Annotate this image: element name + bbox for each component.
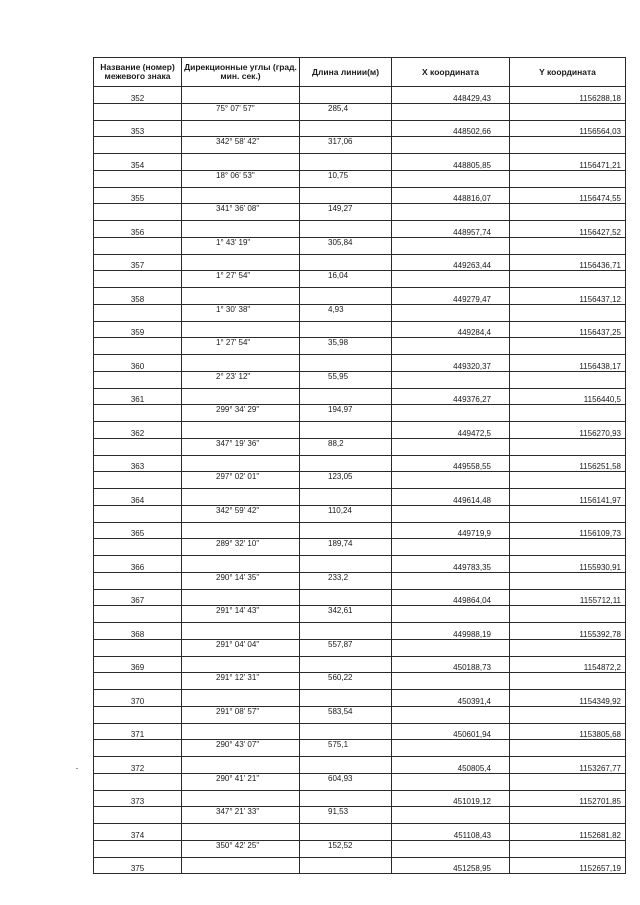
segment-row xyxy=(94,338,626,355)
point-row xyxy=(94,355,626,372)
line-length-cell: 575,1 xyxy=(300,740,392,757)
marker-name-cell: 352 xyxy=(94,87,182,104)
segment-row xyxy=(94,606,626,623)
x-coordinate-cell xyxy=(392,338,510,355)
marker-name-cell: 372 xyxy=(94,757,182,774)
marker-name-cell xyxy=(94,405,182,422)
direction-angle-cell: 1° 30' 38" xyxy=(182,304,300,321)
x-coordinate-cell xyxy=(392,271,510,288)
marker-name-cell: 367 xyxy=(94,589,182,606)
point-row xyxy=(94,522,626,539)
line-length-cell: 557,87 xyxy=(300,639,392,656)
direction-angle-cell xyxy=(182,522,300,539)
line-length-cell xyxy=(300,154,392,171)
y-coordinate-cell xyxy=(510,405,626,422)
marker-name-cell: 365 xyxy=(94,522,182,539)
line-length-cell xyxy=(300,623,392,640)
line-length-cell: 4,93 xyxy=(300,304,392,321)
marker-name-cell xyxy=(94,472,182,489)
point-row xyxy=(94,254,626,271)
y-coordinate-cell: 1156251,58 xyxy=(510,455,626,472)
marker-name-cell xyxy=(94,371,182,388)
marker-name-cell: 370 xyxy=(94,690,182,707)
y-coordinate-cell xyxy=(510,773,626,790)
x-coordinate-cell xyxy=(392,840,510,857)
line-length-cell: 189,74 xyxy=(300,539,392,556)
y-coordinate-cell xyxy=(510,472,626,489)
direction-angle-cell xyxy=(182,254,300,271)
direction-angle-cell xyxy=(182,455,300,472)
line-length-cell xyxy=(300,422,392,439)
x-coordinate-cell: 451108,43 xyxy=(392,824,510,841)
direction-angle-cell xyxy=(182,120,300,137)
header-marker-name: Название (номер) межевого знака xyxy=(94,58,182,87)
point-row xyxy=(94,321,626,338)
line-length-cell: 194,97 xyxy=(300,405,392,422)
direction-angle-cell xyxy=(182,221,300,238)
y-coordinate-cell: 1156288,18 xyxy=(510,87,626,104)
direction-angle-cell: 342° 59' 42" xyxy=(182,505,300,522)
y-coordinate-cell xyxy=(510,706,626,723)
x-coordinate-cell: 448957,74 xyxy=(392,221,510,238)
segment-row xyxy=(94,137,626,154)
line-length-cell: 152,52 xyxy=(300,840,392,857)
marker-name-cell: 361 xyxy=(94,388,182,405)
direction-angle-cell: 290° 41' 21" xyxy=(182,773,300,790)
y-coordinate-cell xyxy=(510,438,626,455)
y-coordinate-cell: 1154349,92 xyxy=(510,690,626,707)
direction-angle-cell: 291° 14' 43" xyxy=(182,606,300,623)
line-length-cell: 604,93 xyxy=(300,773,392,790)
y-coordinate-cell: 1156436,71 xyxy=(510,254,626,271)
direction-angle-cell: 350° 42' 25" xyxy=(182,840,300,857)
x-coordinate-cell: 449320,37 xyxy=(392,355,510,372)
x-coordinate-cell: 450188,73 xyxy=(392,656,510,673)
segment-row xyxy=(94,304,626,321)
x-coordinate-cell xyxy=(392,807,510,824)
y-coordinate-cell xyxy=(510,673,626,690)
point-row xyxy=(94,857,626,874)
direction-angle-cell xyxy=(182,321,300,338)
x-coordinate-cell xyxy=(392,204,510,221)
marker-name-cell: 364 xyxy=(94,489,182,506)
marker-name-cell xyxy=(94,840,182,857)
segment-row xyxy=(94,271,626,288)
segment-row xyxy=(94,103,626,120)
x-coordinate-cell: 450805,4 xyxy=(392,757,510,774)
direction-angle-cell xyxy=(182,790,300,807)
segment-row xyxy=(94,204,626,221)
marker-name-cell xyxy=(94,807,182,824)
point-row xyxy=(94,288,626,305)
direction-angle-cell xyxy=(182,656,300,673)
line-length-cell xyxy=(300,254,392,271)
point-row xyxy=(94,589,626,606)
x-coordinate-cell xyxy=(392,706,510,723)
direction-angle-cell: 342° 58' 42" xyxy=(182,137,300,154)
marker-name-cell xyxy=(94,204,182,221)
line-length-cell: 55,95 xyxy=(300,371,392,388)
y-coordinate-cell xyxy=(510,572,626,589)
line-length-cell xyxy=(300,656,392,673)
marker-name-cell xyxy=(94,539,182,556)
marker-name-cell xyxy=(94,773,182,790)
marker-name-cell xyxy=(94,237,182,254)
y-coordinate-cell xyxy=(510,606,626,623)
marker-name-cell xyxy=(94,438,182,455)
direction-angle-cell: 341° 36' 08" xyxy=(182,204,300,221)
segment-row xyxy=(94,773,626,790)
marker-name-cell xyxy=(94,170,182,187)
x-coordinate-cell xyxy=(392,639,510,656)
x-coordinate-cell xyxy=(392,237,510,254)
marker-name-cell xyxy=(94,706,182,723)
line-length-cell: 110,24 xyxy=(300,505,392,522)
table-header-row xyxy=(94,58,626,87)
point-row xyxy=(94,489,626,506)
line-length-cell xyxy=(300,790,392,807)
x-coordinate-cell xyxy=(392,371,510,388)
line-length-cell: 233,2 xyxy=(300,572,392,589)
x-coordinate-cell: 449279,47 xyxy=(392,288,510,305)
y-coordinate-cell: 1152657,19 xyxy=(510,857,626,874)
x-coordinate-cell: 449988,19 xyxy=(392,623,510,640)
x-coordinate-cell xyxy=(392,304,510,321)
point-row xyxy=(94,790,626,807)
line-length-cell xyxy=(300,824,392,841)
line-length-cell: 123,05 xyxy=(300,472,392,489)
marker-name-cell xyxy=(94,572,182,589)
x-coordinate-cell: 449376,27 xyxy=(392,388,510,405)
x-coordinate-cell: 448816,07 xyxy=(392,187,510,204)
y-coordinate-cell: 1156564,03 xyxy=(510,120,626,137)
y-coordinate-cell: 1152701,85 xyxy=(510,790,626,807)
line-length-cell: 285,4 xyxy=(300,103,392,120)
direction-angle-cell: 347° 19' 36" xyxy=(182,438,300,455)
y-coordinate-cell: 1155712,11 xyxy=(510,589,626,606)
y-coordinate-cell: 1156427,52 xyxy=(510,221,626,238)
marker-name-cell xyxy=(94,338,182,355)
y-coordinate-cell xyxy=(510,304,626,321)
line-length-cell xyxy=(300,690,392,707)
line-length-cell xyxy=(300,388,392,405)
header-line-length: Длина линии(м) xyxy=(300,58,392,87)
point-row xyxy=(94,723,626,740)
direction-angle-cell xyxy=(182,187,300,204)
direction-angle-cell xyxy=(182,824,300,841)
line-length-cell: 10,75 xyxy=(300,170,392,187)
direction-angle-cell xyxy=(182,388,300,405)
line-length-cell xyxy=(300,522,392,539)
segment-row xyxy=(94,371,626,388)
marker-name-cell: 356 xyxy=(94,221,182,238)
x-coordinate-cell: 449719,9 xyxy=(392,522,510,539)
direction-angle-cell: 291° 12' 31" xyxy=(182,673,300,690)
line-length-cell xyxy=(300,120,392,137)
x-coordinate-cell: 448805,85 xyxy=(392,154,510,171)
segment-row xyxy=(94,505,626,522)
direction-angle-cell xyxy=(182,422,300,439)
line-length-cell: 342,61 xyxy=(300,606,392,623)
x-coordinate-cell xyxy=(392,539,510,556)
point-row xyxy=(94,757,626,774)
header-direction-angle: Дирекционные углы (град. мин. сек.) xyxy=(182,58,300,87)
direction-angle-cell: 75° 07' 57" xyxy=(182,103,300,120)
segment-row xyxy=(94,706,626,723)
direction-angle-cell: 290° 14' 35" xyxy=(182,572,300,589)
direction-angle-cell xyxy=(182,623,300,640)
y-coordinate-cell xyxy=(510,539,626,556)
marker-name-cell xyxy=(94,505,182,522)
y-coordinate-cell: 1156437,25 xyxy=(510,321,626,338)
point-row xyxy=(94,154,626,171)
marker-name-cell xyxy=(94,137,182,154)
point-row xyxy=(94,656,626,673)
x-coordinate-cell: 449263,44 xyxy=(392,254,510,271)
segment-row xyxy=(94,472,626,489)
point-row xyxy=(94,623,626,640)
segment-row xyxy=(94,237,626,254)
marker-name-cell: 368 xyxy=(94,623,182,640)
y-coordinate-cell xyxy=(510,103,626,120)
direction-angle-cell: 291° 04' 04" xyxy=(182,639,300,656)
direction-angle-cell xyxy=(182,857,300,874)
y-coordinate-cell: 1156474,55 xyxy=(510,187,626,204)
marker-name-cell: 362 xyxy=(94,422,182,439)
direction-angle-cell xyxy=(182,757,300,774)
line-length-cell xyxy=(300,556,392,573)
segment-row xyxy=(94,438,626,455)
x-coordinate-cell: 450391,4 xyxy=(392,690,510,707)
y-coordinate-cell: 1154872,2 xyxy=(510,656,626,673)
y-coordinate-cell xyxy=(510,505,626,522)
point-row xyxy=(94,87,626,104)
line-length-cell xyxy=(300,589,392,606)
y-coordinate-cell: 1156109,73 xyxy=(510,522,626,539)
segment-row xyxy=(94,405,626,422)
x-coordinate-cell xyxy=(392,170,510,187)
x-coordinate-cell: 448429,43 xyxy=(392,87,510,104)
y-coordinate-cell xyxy=(510,137,626,154)
y-coordinate-cell xyxy=(510,237,626,254)
marker-name-cell: 366 xyxy=(94,556,182,573)
boundary-coordinates-table xyxy=(93,57,626,874)
y-coordinate-cell xyxy=(510,338,626,355)
direction-angle-cell: 289° 32' 10" xyxy=(182,539,300,556)
y-coordinate-cell: 1156141,97 xyxy=(510,489,626,506)
direction-angle-cell: 297° 02' 01" xyxy=(182,472,300,489)
marker-name-cell: 360 xyxy=(94,355,182,372)
marker-name-cell: 357 xyxy=(94,254,182,271)
y-coordinate-cell: 1153267,77 xyxy=(510,757,626,774)
x-coordinate-cell xyxy=(392,405,510,422)
marker-name-cell: 371 xyxy=(94,723,182,740)
y-coordinate-cell xyxy=(510,371,626,388)
marker-name-cell xyxy=(94,740,182,757)
line-length-cell xyxy=(300,288,392,305)
y-coordinate-cell: 1156471,21 xyxy=(510,154,626,171)
table-body xyxy=(94,87,626,874)
marker-name-cell: 373 xyxy=(94,790,182,807)
x-coordinate-cell xyxy=(392,505,510,522)
marker-name-cell xyxy=(94,304,182,321)
x-coordinate-cell: 451258,95 xyxy=(392,857,510,874)
y-coordinate-cell xyxy=(510,170,626,187)
direction-angle-cell: 347° 21' 33" xyxy=(182,807,300,824)
direction-angle-cell xyxy=(182,87,300,104)
line-length-cell: 91,53 xyxy=(300,807,392,824)
marker-name-cell: 359 xyxy=(94,321,182,338)
y-coordinate-cell xyxy=(510,840,626,857)
y-coordinate-cell: 1155930,91 xyxy=(510,556,626,573)
x-coordinate-cell: 449558,55 xyxy=(392,455,510,472)
header-y-coordinate: Y координата xyxy=(510,58,626,87)
segment-row xyxy=(94,807,626,824)
marker-name-cell: 375 xyxy=(94,857,182,874)
marker-name-cell: 353 xyxy=(94,120,182,137)
segment-row xyxy=(94,673,626,690)
direction-angle-cell: 18° 06' 53" xyxy=(182,170,300,187)
direction-angle-cell xyxy=(182,489,300,506)
point-row xyxy=(94,120,626,137)
y-coordinate-cell: 1155392,78 xyxy=(510,623,626,640)
marker-name-cell: 363 xyxy=(94,455,182,472)
direction-angle-cell xyxy=(182,556,300,573)
line-length-cell: 317,06 xyxy=(300,137,392,154)
point-row xyxy=(94,221,626,238)
line-length-cell xyxy=(300,321,392,338)
direction-angle-cell: 1° 43' 19" xyxy=(182,237,300,254)
point-row xyxy=(94,556,626,573)
direction-angle-cell: 291° 08' 57" xyxy=(182,706,300,723)
segment-row xyxy=(94,170,626,187)
marker-name-cell: 358 xyxy=(94,288,182,305)
marker-name-cell xyxy=(94,673,182,690)
segment-row xyxy=(94,572,626,589)
point-row xyxy=(94,388,626,405)
x-coordinate-cell xyxy=(392,740,510,757)
marker-name-cell xyxy=(94,639,182,656)
direction-angle-cell: 1° 27' 54" xyxy=(182,338,300,355)
x-coordinate-cell: 449783,35 xyxy=(392,556,510,573)
point-row xyxy=(94,824,626,841)
x-coordinate-cell xyxy=(392,103,510,120)
point-row xyxy=(94,187,626,204)
line-length-cell: 560,22 xyxy=(300,673,392,690)
segment-row xyxy=(94,740,626,757)
point-row xyxy=(94,690,626,707)
line-length-cell: 16,04 xyxy=(300,271,392,288)
y-coordinate-cell: 1156438,17 xyxy=(510,355,626,372)
x-coordinate-cell xyxy=(392,606,510,623)
x-coordinate-cell: 449472,5 xyxy=(392,422,510,439)
marker-name-cell xyxy=(94,606,182,623)
y-coordinate-cell xyxy=(510,639,626,656)
x-coordinate-cell xyxy=(392,472,510,489)
y-coordinate-cell: 1152681,82 xyxy=(510,824,626,841)
line-length-cell xyxy=(300,221,392,238)
line-length-cell: 583,54 xyxy=(300,706,392,723)
x-coordinate-cell: 450601,94 xyxy=(392,723,510,740)
direction-angle-cell xyxy=(182,288,300,305)
direction-angle-cell xyxy=(182,154,300,171)
direction-angle-cell: 1° 27' 54" xyxy=(182,271,300,288)
point-row xyxy=(94,422,626,439)
y-coordinate-cell: 1156270,93 xyxy=(510,422,626,439)
direction-angle-cell: 299° 34' 29" xyxy=(182,405,300,422)
y-coordinate-cell: 1156440,5 xyxy=(510,388,626,405)
line-length-cell: 149,27 xyxy=(300,204,392,221)
line-length-cell xyxy=(300,187,392,204)
direction-angle-cell xyxy=(182,355,300,372)
y-coordinate-cell xyxy=(510,740,626,757)
x-coordinate-cell: 449864,04 xyxy=(392,589,510,606)
x-coordinate-cell xyxy=(392,773,510,790)
segment-row xyxy=(94,639,626,656)
y-coordinate-cell: 1153805,68 xyxy=(510,723,626,740)
x-coordinate-cell: 451019,12 xyxy=(392,790,510,807)
x-coordinate-cell xyxy=(392,438,510,455)
direction-angle-cell xyxy=(182,723,300,740)
y-coordinate-cell: 1156437,12 xyxy=(510,288,626,305)
x-coordinate-cell xyxy=(392,137,510,154)
direction-angle-cell xyxy=(182,690,300,707)
x-coordinate-cell: 449614,48 xyxy=(392,489,510,506)
marker-name-cell: 355 xyxy=(94,187,182,204)
line-length-cell xyxy=(300,857,392,874)
segment-row xyxy=(94,539,626,556)
x-coordinate-cell: 449284,4 xyxy=(392,321,510,338)
direction-angle-cell: 290° 43' 07" xyxy=(182,740,300,757)
line-length-cell xyxy=(300,757,392,774)
marker-name-cell: 369 xyxy=(94,656,182,673)
direction-angle-cell xyxy=(182,589,300,606)
direction-angle-cell: 2° 23' 12" xyxy=(182,371,300,388)
line-length-cell: 305,84 xyxy=(300,237,392,254)
x-coordinate-cell xyxy=(392,673,510,690)
y-coordinate-cell xyxy=(510,271,626,288)
scan-speck xyxy=(76,768,78,769)
x-coordinate-cell xyxy=(392,572,510,589)
line-length-cell: 88,2 xyxy=(300,438,392,455)
marker-name-cell xyxy=(94,103,182,120)
y-coordinate-cell xyxy=(510,807,626,824)
header-x-coordinate: X координата xyxy=(392,58,510,87)
y-coordinate-cell xyxy=(510,204,626,221)
point-row xyxy=(94,455,626,472)
line-length-cell xyxy=(300,87,392,104)
marker-name-cell xyxy=(94,271,182,288)
line-length-cell xyxy=(300,355,392,372)
line-length-cell xyxy=(300,723,392,740)
marker-name-cell: 374 xyxy=(94,824,182,841)
line-length-cell xyxy=(300,489,392,506)
line-length-cell xyxy=(300,455,392,472)
segment-row xyxy=(94,840,626,857)
x-coordinate-cell: 448502,66 xyxy=(392,120,510,137)
marker-name-cell: 354 xyxy=(94,154,182,171)
line-length-cell: 35,98 xyxy=(300,338,392,355)
